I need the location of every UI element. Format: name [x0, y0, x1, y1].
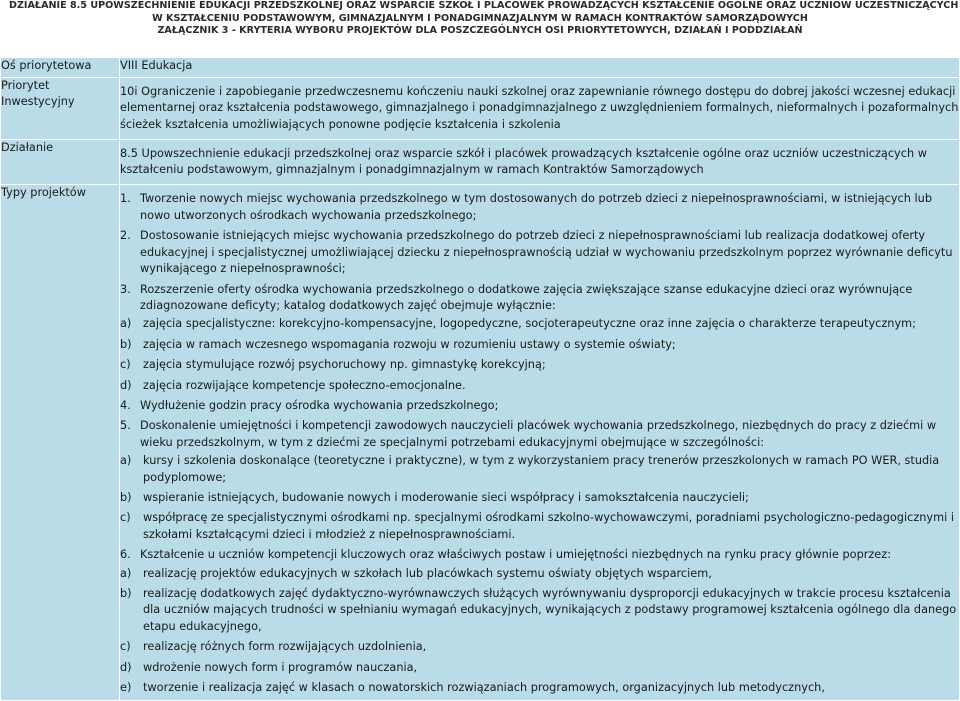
sub-item-list — [120, 566, 959, 697]
sub-item-letter: b) — [120, 490, 132, 504]
item-text: Dostosowanie istniejących miejsc wychowania przedszkolnego do potrzeb dzieci z niepełnosprawnościami lub realizacja dodatkowej oferty edukacyjnej i specjalistycznej umożliwiającej dziecku z niepełnosprawnością udział w wychowaniu przedszkolnym poprzez wyrównanie deficytu wynikającego z niepełnosprawności; — [140, 229, 953, 276]
project-type-item — [120, 547, 959, 696]
sub-item — [120, 316, 959, 332]
sub-item-text: zajęcia w ramach wczesnego wspomagania rozwoju w rozumieniu ustawy o systemie oświaty; — [143, 337, 676, 351]
priority-value-text: 10i Ograniczenie i zapobieganie przedwczesnemu kończeniu nauki szkolnej oraz zapewnianie równego dostępu do dobrej jakości wczesnej edukacji elementarnej oraz kształcenia podstawowego, gimnazjalnego i ponadgimnazjalnego z uwzględnieniem formalnych, nieformalnych i pozaformalnych ścieżek kształcenia umożliwiających ponowne podjęcie kształcenia i szkolenia — [120, 85, 959, 131]
document-header — [0, 0, 960, 37]
sub-item-text: kursy i szkolenia doskonalące (teoretyczne i praktyczne), w tym z wykorzystaniem pracy trenerów przeszkolonych w ramach PO WER, studia podyplomowe; — [143, 454, 940, 484]
priority-label: Priorytet Inwestycyjny — [1, 78, 120, 140]
action-value — [120, 139, 960, 185]
item-number: 5. — [120, 419, 131, 433]
sub-item-text: współpracę ze specjalistycznymi ośrodkami np. specjalnymi ośrodkami szkolno-wychowawczymi, poradniami psychologiczno-pedagogicznymi i szkołami kształcącymi dzieci i młodzież z niepełnosprawnościami. — [143, 511, 954, 541]
item-number: 4. — [120, 398, 131, 412]
sub-item — [120, 566, 959, 582]
sub-item-letter: c) — [120, 358, 131, 372]
item-number: 2. — [120, 229, 131, 243]
axis-value — [120, 58, 960, 78]
sub-item — [120, 680, 959, 696]
sub-item-letter: c) — [120, 640, 131, 654]
sub-item-letter: b) — [120, 337, 132, 351]
sub-item-letter: a) — [120, 317, 132, 331]
item-text: Tworzenie nowych miejsc wychowania przedszkolnego w tym dostosowanych do potrzeb dzieci z niepełnosprawnościami, w istniejących lub nowo utworzonych ośrodkach wychowania przedszkolnego; — [140, 192, 932, 222]
header-line-2: W KSZTAŁCENIU PODSTAWOWYM, GIMNAZJALNYM I PONADGIMNAZJALNYM W RAMACH KONTRAKTÓW SAMORZĄDOWYCH — [152, 12, 808, 24]
sub-item-list — [120, 316, 959, 394]
criteria-table — [0, 57, 960, 701]
sub-item-letter: e) — [120, 681, 132, 695]
table-row-priority — [1, 78, 960, 140]
sub-item-text: realizację różnych form rozwijających uzdolnienia, — [143, 640, 427, 654]
project-type-item — [120, 418, 959, 543]
sub-item-text: zajęcia specjalistyczne: korekcyjno-kompensacyjne, logopedyczne, socjoterapeutyczne oraz inne zajęcia o charakterze terapeutycznym; — [143, 317, 916, 331]
item-text: Wydłużenie godzin pracy ośrodka wychowania przedszkolnego; — [140, 398, 499, 412]
item-number: 6. — [120, 548, 131, 562]
table-row-axis — [1, 58, 960, 78]
types-label: Typy projektów — [1, 185, 120, 701]
sub-item-letter: d) — [120, 660, 132, 674]
item-text: Rozszerzenie oferty ośrodka wychowania przedszkolnego o dodatkowe zajęcia zwiększające szanse edukacyjne dzieci oraz wyrównujące zdiagnozowane deficyty; katalog dodatkowych zajęć obejmuje wyłącznie: — [140, 282, 913, 312]
project-type-item — [120, 282, 959, 394]
project-types-list — [120, 191, 959, 696]
axis-label: Oś priorytetowa — [1, 58, 120, 78]
sub-item — [120, 586, 959, 635]
sub-item-letter: b) — [120, 587, 132, 601]
axis-value-text: VIII Edukacja — [120, 59, 193, 72]
action-value-text: 8.5 Upowszechnienie edukacji przedszkolnej oraz wsparcie szkół i placówek prowadzących kształcenie ogólne oraz uczniów uczestniczących w kształceniu podstawowym, gimnazjalnym i ponadgimnazjalnym w ramach Kontraktów Samorządowych — [120, 146, 927, 177]
item-text: Kształcenie u uczniów kompetencji kluczowych oraz właściwych postaw i umiejętności niezbędnych na rynku pracy głównie poprzez: — [140, 548, 891, 562]
project-type-item — [120, 191, 959, 224]
priority-value — [120, 78, 960, 140]
sub-item — [120, 510, 959, 543]
sub-item — [120, 453, 959, 486]
action-label: Działanie — [1, 139, 120, 185]
item-number: 3. — [120, 282, 131, 296]
item-number: 1. — [120, 192, 131, 206]
sub-item — [120, 357, 959, 373]
sub-item-text: wspieranie istniejących, budowanie nowych i moderowanie sieci współpracy i samokształcenia nauczycieli; — [143, 490, 749, 504]
types-value — [120, 185, 960, 701]
sub-item-letter: a) — [120, 566, 132, 580]
sub-item-list — [120, 453, 959, 543]
sub-item — [120, 660, 959, 676]
sub-item-text: tworzenie i realizacja zajęć w klasach o nowatorskich rozwiązaniach programowych, organizacyjnych lub metodycznych, — [143, 681, 825, 695]
sub-item-text: realizację dodatkowych zajęć dydaktyczno-wyrównawczych służących wyrównywaniu dysproporcji edukacyjnych w trakcie procesu kształcenia dla uczniów mających trudności w spełnianiu wymagań edukacyjnych, wynikających z podstawy programowej kształcenia ogólnego dla danego etapu edukacyjnego, — [143, 587, 957, 633]
project-type-item — [120, 228, 959, 277]
header-line-3: ZAŁĄCZNIK 3 - KRYTERIA WYBORU PROJEKTÓW DLA POSZCZEGÓLNYCH OSI PRIORYTETOWYCH, DZIAŁAŃ I PODDZIAŁAŃ — [157, 24, 803, 36]
header-line-1: DZIAŁANIE 8.5 UPOWSZECHNIENIE EDUKACJI PRZEDSZKOLNEJ ORAZ WSPARCIE SZKÓŁ I PLACÓWEK PROWADZĄCYCH KSZTAŁCENIE OGÓLNE ORAZ UCZNIÓW UCZESTNICZĄCYCH — [9, 0, 959, 11]
item-text: Doskonalenie umiejętności i kompetencji zawodowych nauczycieli placówek wychowania przedszkolnego, niezbędnych do pracy z dziećmi w wieku przedszkolnym, w tym z dziećmi ze specjalnymi potrzebami edukacyjnymi obejmujące w szczególności: — [140, 419, 937, 449]
sub-item-letter: a) — [120, 454, 132, 468]
sub-item-text: wdrożenie nowych form i programów nauczania, — [143, 660, 418, 674]
sub-item — [120, 378, 959, 394]
table-row-types — [1, 185, 960, 701]
sub-item-text: zajęcia stymulujące rozwój psychoruchowy np. gimnastykę korekcyjną; — [143, 358, 546, 372]
table-row-action — [1, 139, 960, 185]
sub-item-text: zajęcia rozwijające kompetencje społeczno-emocjonalne. — [143, 378, 466, 392]
sub-item-letter: d) — [120, 378, 132, 392]
sub-item — [120, 639, 959, 655]
sub-item — [120, 490, 959, 506]
sub-item-letter: c) — [120, 511, 131, 525]
sub-item-text: realizację projektów edukacyjnych w szkołach lub placówkach systemu oświaty objętych wsparciem, — [143, 566, 712, 580]
project-type-item — [120, 398, 959, 414]
sub-item — [120, 337, 959, 353]
